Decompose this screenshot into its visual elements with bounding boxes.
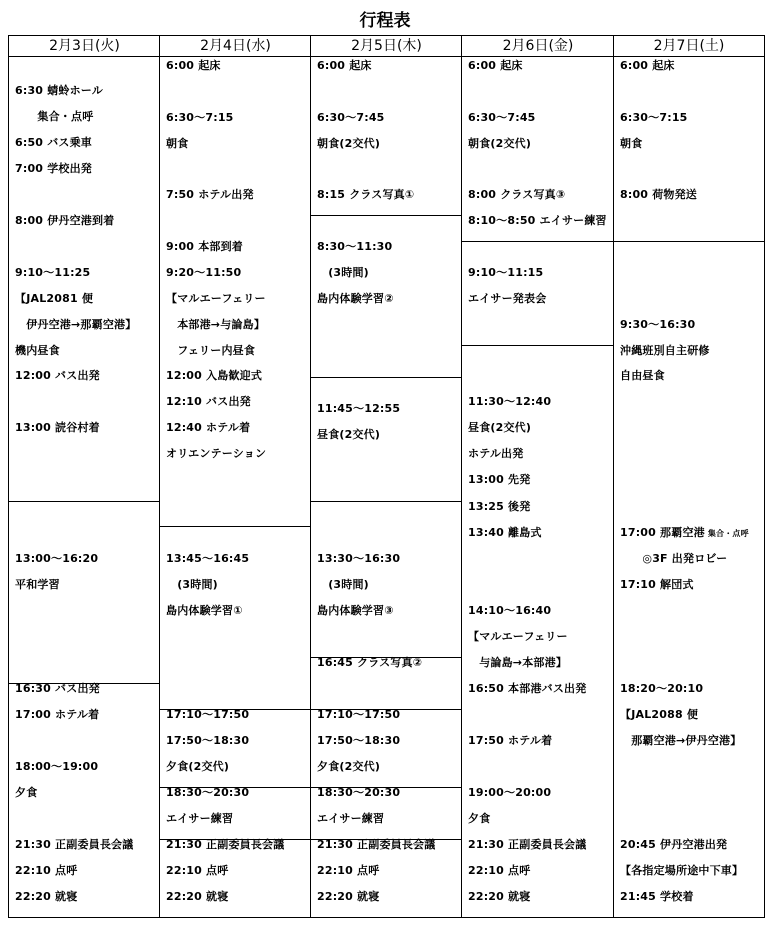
entry-text: 20:45 伊丹空港出発 xyxy=(620,838,728,851)
schedule-entry xyxy=(468,188,565,202)
schedule-entry xyxy=(317,552,400,566)
entry-text: 【マルエーフェリー xyxy=(468,630,568,643)
entry-text: 12:00 入島歓迎式 xyxy=(166,369,263,382)
schedule-entry xyxy=(15,318,136,332)
schedule-block xyxy=(160,840,311,918)
entry-text: (3時間) xyxy=(317,266,369,279)
schedule-entry xyxy=(15,110,93,124)
entry-text: エイサー発表会 xyxy=(468,292,547,305)
schedule-entry xyxy=(468,473,530,487)
entry-text: 16:30 バス出発 xyxy=(15,682,100,695)
schedule-entry xyxy=(620,344,710,358)
schedule-entry xyxy=(15,421,100,435)
entry-text: オリエンテーション xyxy=(166,447,267,460)
schedule-entry xyxy=(620,682,703,696)
entry-text: 16:45 クラス写真② xyxy=(317,656,423,669)
schedule-block xyxy=(160,710,311,788)
schedule-entry xyxy=(15,162,92,176)
schedule-entry xyxy=(15,578,60,592)
schedule-entry xyxy=(620,111,688,125)
schedule-block xyxy=(462,346,614,918)
schedule-entry xyxy=(620,890,694,904)
schedule-entry xyxy=(15,786,37,800)
schedule-entry xyxy=(15,552,98,566)
schedule-entry xyxy=(620,318,695,332)
entry-text: 8:00 伊丹空港到着 xyxy=(15,214,115,227)
schedule-block xyxy=(311,378,462,502)
entry-text: 集合・点呼 xyxy=(15,110,94,123)
schedule-entry xyxy=(317,838,435,852)
schedule-entry xyxy=(468,292,546,306)
entry-text: 13:00～16:20 xyxy=(15,552,99,565)
schedule-entry xyxy=(166,552,249,566)
day-column xyxy=(461,35,614,918)
entry-text: ◎3F 出発ロビー xyxy=(620,552,728,565)
entry-text: 9:20～11:50 xyxy=(166,266,242,279)
entry-text: 13:00 先発 xyxy=(468,473,531,486)
entry-text: 朝食 xyxy=(166,137,189,150)
schedule-entry xyxy=(166,137,188,151)
schedule-entry xyxy=(317,708,400,722)
entry-text: 21:30 正副委員長会議 xyxy=(317,838,436,851)
day-header: 2月5日(木) xyxy=(311,35,462,57)
schedule-entry xyxy=(15,266,90,280)
schedule-entry xyxy=(166,864,228,878)
schedule-entry xyxy=(15,890,77,904)
entry-text: 9:10～11:25 xyxy=(15,266,91,279)
entry-text: 朝食(2交代) xyxy=(468,137,532,150)
schedule-entry xyxy=(317,734,400,748)
entry-text: 6:00 起床 xyxy=(166,59,221,72)
entry-text: ホテル出発 xyxy=(468,447,524,460)
entry-text: 那覇空港→伊丹空港】 xyxy=(620,734,742,747)
schedule-entry xyxy=(15,344,60,358)
schedule-entry xyxy=(15,369,100,383)
schedule-entry xyxy=(166,292,266,306)
entry-text: 17:50 ホテル着 xyxy=(468,734,553,747)
schedule-entry xyxy=(15,292,93,306)
schedule-entry xyxy=(317,266,369,280)
schedule-entry xyxy=(620,864,743,878)
schedule-entry xyxy=(317,656,422,670)
schedule-entry xyxy=(166,734,249,748)
schedule-entry xyxy=(166,604,243,618)
entry-text: 7:00 学校出発 xyxy=(15,162,92,175)
entry-text: 朝食 xyxy=(620,137,643,150)
schedule-entry xyxy=(317,864,379,878)
entry-text: 昼食(2交代) xyxy=(317,428,381,441)
schedule-entry xyxy=(468,812,490,826)
day-column xyxy=(8,35,160,918)
entry-text: 平和学習 xyxy=(15,578,60,591)
entry-text: 21:30 正副委員長会議 xyxy=(468,838,587,851)
entry-text: 11:30～12:40 xyxy=(468,395,552,408)
schedule-entry xyxy=(166,266,241,280)
entry-text: フェリー内昼食 xyxy=(166,344,256,357)
schedule-block xyxy=(462,242,614,346)
entry-text: 本部港→与論島】 xyxy=(166,318,266,331)
entry-text: 17:50～18:30 xyxy=(317,734,401,747)
schedule-block xyxy=(614,57,764,242)
schedule-entry xyxy=(15,136,92,150)
schedule-entry xyxy=(468,447,523,461)
entry-text: 【JAL2081 便 xyxy=(15,292,94,305)
entry-text: 6:00 起床 xyxy=(317,59,372,72)
entry-text: 12:40 ホテル着 xyxy=(166,421,251,434)
page-title: 行程表 xyxy=(359,11,411,31)
schedule-block xyxy=(9,684,160,918)
schedule-grid xyxy=(8,35,764,918)
schedule-entry xyxy=(166,369,262,383)
schedule-entry xyxy=(166,188,254,202)
entry-text: 12:10 バス出発 xyxy=(166,395,251,408)
entry-note: 集合・点呼 xyxy=(704,529,749,538)
entry-text: 21:30 正副委員長会議 xyxy=(166,838,285,851)
day-header: 2月3日(火) xyxy=(9,35,160,57)
day-header: 2月6日(金) xyxy=(462,35,614,57)
schedule-entry xyxy=(317,292,394,306)
schedule-entry xyxy=(166,838,284,852)
schedule-entry xyxy=(166,395,251,409)
schedule-entry xyxy=(166,344,255,358)
schedule-entry xyxy=(468,137,531,151)
schedule-entry xyxy=(620,137,642,151)
entry-text: (3時間) xyxy=(166,578,218,591)
schedule-entry xyxy=(166,812,233,826)
schedule-block xyxy=(311,57,462,216)
schedule-entry xyxy=(468,864,530,878)
schedule-entry xyxy=(15,760,98,774)
schedule-entry xyxy=(468,890,530,904)
entry-text: 夕食(2交代) xyxy=(317,760,381,773)
schedule-entry xyxy=(166,111,234,125)
entry-text: 18:20～20:10 xyxy=(620,682,704,695)
entry-text: 19:00～20:00 xyxy=(468,786,552,799)
entry-text: 17:00 ホテル着 xyxy=(15,708,100,721)
schedule-entry xyxy=(620,552,727,566)
entry-text: 22:10 点呼 xyxy=(468,864,531,877)
day-header: 2月7日(土) xyxy=(614,35,764,57)
entry-text: 島内体験学習① xyxy=(166,604,243,617)
schedule-entry xyxy=(317,59,372,73)
schedule-entry xyxy=(317,812,384,826)
schedule-entry xyxy=(468,111,536,125)
schedule-entry xyxy=(15,84,103,98)
entry-text: (3時間) xyxy=(317,578,369,591)
entry-text: 7:50 ホテル出発 xyxy=(166,188,254,201)
day-column xyxy=(613,35,765,918)
entry-text: 沖縄班別自主研修 xyxy=(620,344,710,357)
schedule-block xyxy=(311,840,462,918)
schedule-entry xyxy=(468,421,531,435)
schedule-block xyxy=(160,527,311,710)
entry-text: 13:25 後発 xyxy=(468,500,531,513)
entry-text: 8:00 クラス写真③ xyxy=(468,188,566,201)
entry-text: 13:30～16:30 xyxy=(317,552,401,565)
entry-text: 島内体験学習③ xyxy=(317,604,394,617)
schedule-entry xyxy=(317,137,380,151)
entry-text: 13:45～16:45 xyxy=(166,552,250,565)
schedule-entry xyxy=(468,395,551,409)
schedule-entry xyxy=(468,838,586,852)
schedule-entry xyxy=(166,578,218,592)
entry-text: 21:45 学校着 xyxy=(620,890,694,903)
entry-text: 6:30～7:15 xyxy=(166,111,234,124)
day-column xyxy=(159,35,311,918)
entry-text: 22:20 就寝 xyxy=(317,890,380,903)
entry-text: 17:10 解団式 xyxy=(620,578,694,591)
schedule-block xyxy=(614,242,764,918)
schedule-entry xyxy=(468,266,543,280)
schedule-entry xyxy=(620,59,675,73)
entry-text: 8:00 荷物発送 xyxy=(620,188,697,201)
entry-text: 18:00～19:00 xyxy=(15,760,99,773)
schedule-entry xyxy=(468,526,542,540)
schedule-entry xyxy=(166,421,250,435)
entry-text: 17:10～17:50 xyxy=(166,708,250,721)
schedule-entry xyxy=(620,708,698,722)
schedule-entry xyxy=(166,318,265,332)
entry-text: 自由昼食 xyxy=(620,369,665,382)
schedule-entry xyxy=(317,786,400,800)
schedule-entry xyxy=(15,682,100,696)
entry-text: 22:20 就寝 xyxy=(468,890,531,903)
entry-text: 夕食 xyxy=(15,786,38,799)
entry-text: 12:00 バス出発 xyxy=(15,369,100,382)
entry-text: 6:30～7:15 xyxy=(620,111,688,124)
entry-text: 夕食 xyxy=(468,812,491,825)
entry-text: 11:45～12:55 xyxy=(317,402,401,415)
entry-text: 13:00 読谷村着 xyxy=(15,421,100,434)
schedule-block xyxy=(160,57,311,527)
schedule-entry xyxy=(468,682,586,696)
schedule-entry xyxy=(620,578,694,592)
schedule-entry xyxy=(15,838,133,852)
schedule-entry xyxy=(620,734,741,748)
schedule-entry xyxy=(166,240,243,254)
entry-text: 18:30～20:30 xyxy=(166,786,250,799)
entry-text: 22:20 就寝 xyxy=(15,890,78,903)
schedule-entry xyxy=(15,864,77,878)
entry-text: 22:10 点呼 xyxy=(166,864,229,877)
entry-text: 8:30～11:30 xyxy=(317,240,393,253)
schedule-entry xyxy=(620,526,749,541)
schedule-entry xyxy=(317,188,414,202)
entry-text: 島内体験学習② xyxy=(317,292,394,305)
schedule-entry xyxy=(317,111,385,125)
schedule-entry xyxy=(468,604,551,618)
schedule-entry xyxy=(620,838,727,852)
entry-text: エイサー練習 xyxy=(166,812,234,825)
entry-text: 朝食(2交代) xyxy=(317,137,381,150)
entry-text: 6:30 蜻蛉ホール xyxy=(15,84,103,97)
schedule-block xyxy=(311,216,462,378)
schedule-block xyxy=(462,57,614,242)
entry-text: 22:10 点呼 xyxy=(317,864,380,877)
schedule-entry xyxy=(317,890,379,904)
entry-text: 9:30～16:30 xyxy=(620,318,696,331)
schedule-entry xyxy=(468,214,607,228)
schedule-entry xyxy=(166,890,228,904)
entry-text: 18:30～20:30 xyxy=(317,786,401,799)
entry-text: 22:20 就寝 xyxy=(166,890,229,903)
schedule-block xyxy=(311,788,462,840)
entry-text: 16:50 本部港バス出発 xyxy=(468,682,587,695)
schedule-entry xyxy=(468,786,551,800)
schedule-entry xyxy=(317,578,369,592)
entry-text: 6:30～7:45 xyxy=(317,111,385,124)
entry-text: エイサー練習 xyxy=(317,812,385,825)
schedule-entry xyxy=(166,708,249,722)
schedule-block xyxy=(311,658,462,710)
entry-text: 伊丹空港→那覇空港】 xyxy=(15,318,137,331)
entry-text: 9:10～11:15 xyxy=(468,266,544,279)
entry-text: 【JAL2088 便 xyxy=(620,708,699,721)
entry-text: 13:40 離島式 xyxy=(468,526,542,539)
schedule-entry xyxy=(468,630,568,644)
entry-text: 6:30～7:45 xyxy=(468,111,536,124)
entry-text: 14:10～16:40 xyxy=(468,604,552,617)
schedule-entry xyxy=(620,188,697,202)
entry-text: 8:15 クラス写真① xyxy=(317,188,415,201)
schedule-entry xyxy=(468,656,567,670)
schedule-block xyxy=(311,710,462,788)
day-column xyxy=(310,35,462,918)
entry-text: 昼食(2交代) xyxy=(468,421,532,434)
schedule-entry xyxy=(317,402,400,416)
schedule-entry xyxy=(317,760,380,774)
schedule-block xyxy=(9,502,160,684)
schedule-entry xyxy=(15,708,99,722)
entry-text: 【マルエーフェリー xyxy=(166,292,266,305)
schedule-entry xyxy=(317,240,392,254)
schedule-entry xyxy=(468,500,530,514)
schedule-entry xyxy=(166,786,249,800)
entry-text: 6:00 起床 xyxy=(620,59,675,72)
entry-text: 9:00 本部到着 xyxy=(166,240,243,253)
entry-text: 17:00 那覇空港 xyxy=(620,526,705,539)
schedule-block xyxy=(9,57,160,502)
schedule-entry xyxy=(468,734,552,748)
schedule-entry xyxy=(468,59,523,73)
entry-text: 【各指定場所途中下車】 xyxy=(620,864,744,877)
day-header: 2月4日(水) xyxy=(160,35,311,57)
entry-text: 夕食(2交代) xyxy=(166,760,230,773)
entry-text: 17:10～17:50 xyxy=(317,708,401,721)
entry-text: 22:10 点呼 xyxy=(15,864,78,877)
schedule-entry xyxy=(15,214,114,228)
schedule-entry xyxy=(166,59,221,73)
schedule-entry xyxy=(317,428,380,442)
schedule-entry xyxy=(166,760,229,774)
entry-text: 6:50 バス乗車 xyxy=(15,136,92,149)
schedule-entry xyxy=(620,369,665,383)
schedule-block xyxy=(160,788,311,840)
entry-text: 機内昼食 xyxy=(15,344,60,357)
schedule-block xyxy=(311,502,462,658)
schedule-entry xyxy=(317,604,394,618)
entry-text: 21:30 正副委員長会議 xyxy=(15,838,134,851)
entry-text: 8:10～8:50 エイサー練習 xyxy=(468,214,607,227)
entry-text: 与論島→本部港】 xyxy=(468,656,568,669)
entry-text: 6:00 起床 xyxy=(468,59,523,72)
schedule-entry xyxy=(166,447,266,461)
entry-text: 17:50～18:30 xyxy=(166,734,250,747)
